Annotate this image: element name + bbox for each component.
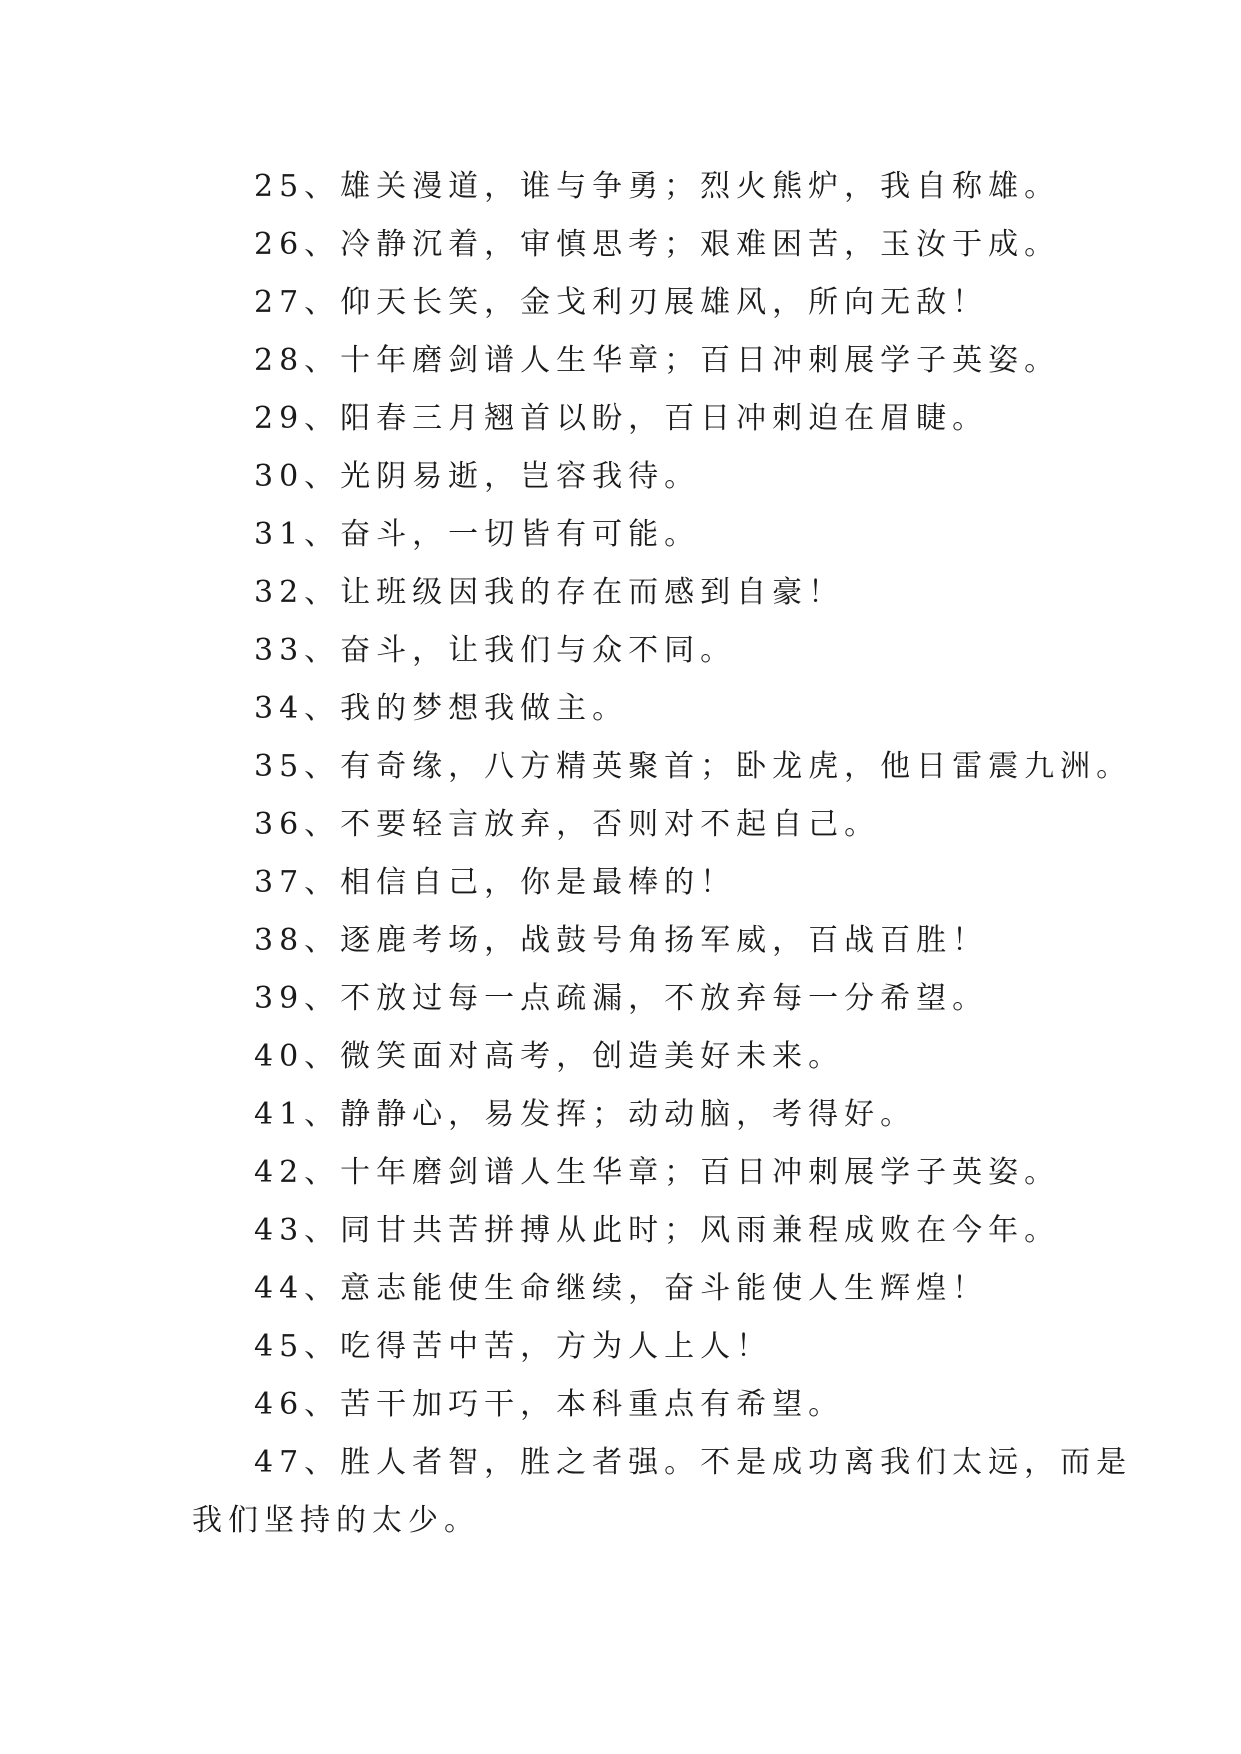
list-item: 44、意志能使生命继续，奋斗能使人生辉煌！	[254, 1271, 989, 1306]
list-item: 43、同甘共苦拼搏从此时；风雨兼程成败在今年。	[254, 1213, 1061, 1248]
list-item: 38、逐鹿考场，战鼓号角扬军威，百战百胜！	[254, 923, 989, 958]
list-item: 33、奋斗，让我们与众不同。	[254, 633, 737, 668]
list-item: 40、微笑面对高考，创造美好未来。	[254, 1039, 845, 1074]
list-item: 32、让班级因我的存在而感到自豪！	[254, 575, 845, 610]
list-item: 29、阳春三月翘首以盼，百日冲刺迫在眉睫。	[254, 401, 989, 436]
list-item: 25、雄关漫道，谁与争勇；烈火熊炉，我自称雄。	[254, 169, 1061, 204]
list-item: 27、仰天长笑，金戈利刃展雄风，所向无敌！	[254, 285, 989, 320]
list-item: 36、不要轻言放弃，否则对不起自己。	[254, 807, 881, 842]
list-item: 31、奋斗，一切皆有可能。	[254, 517, 701, 552]
list-item: 45、吃得苦中苦，方为人上人！	[254, 1329, 773, 1364]
list-item: 26、冷静沉着，审慎思考；艰难困苦，玉汝于成。	[254, 227, 1061, 262]
list-item: 42、十年磨剑谱人生华章；百日冲刺展学子英姿。	[254, 1155, 1061, 1190]
list-item: 35、有奇缘，八方精英聚首；卧龙虎，他日雷震九洲。	[254, 749, 1133, 784]
list-item: 39、不放过每一点疏漏，不放弃每一分希望。	[254, 981, 989, 1016]
list-item-continuation: 我们坚持的太少。	[192, 1503, 480, 1538]
list-item: 34、我的梦想我做主。	[254, 691, 629, 726]
list-item: 46、苦干加巧干，本科重点有希望。	[254, 1387, 845, 1422]
slogan-list	[192, 158, 1133, 1550]
list-item: 37、相信自己，你是最棒的！	[254, 865, 737, 900]
list-item: 41、静静心，易发挥；动动脑，考得好。	[254, 1097, 917, 1132]
list-item: 28、十年磨剑谱人生华章；百日冲刺展学子英姿。	[254, 343, 1061, 378]
list-item: 30、光阴易逝，岂容我待。	[254, 459, 701, 494]
list-item: 47、胜人者智，胜之者强。不是成功离我们太远，而是	[254, 1445, 1133, 1480]
